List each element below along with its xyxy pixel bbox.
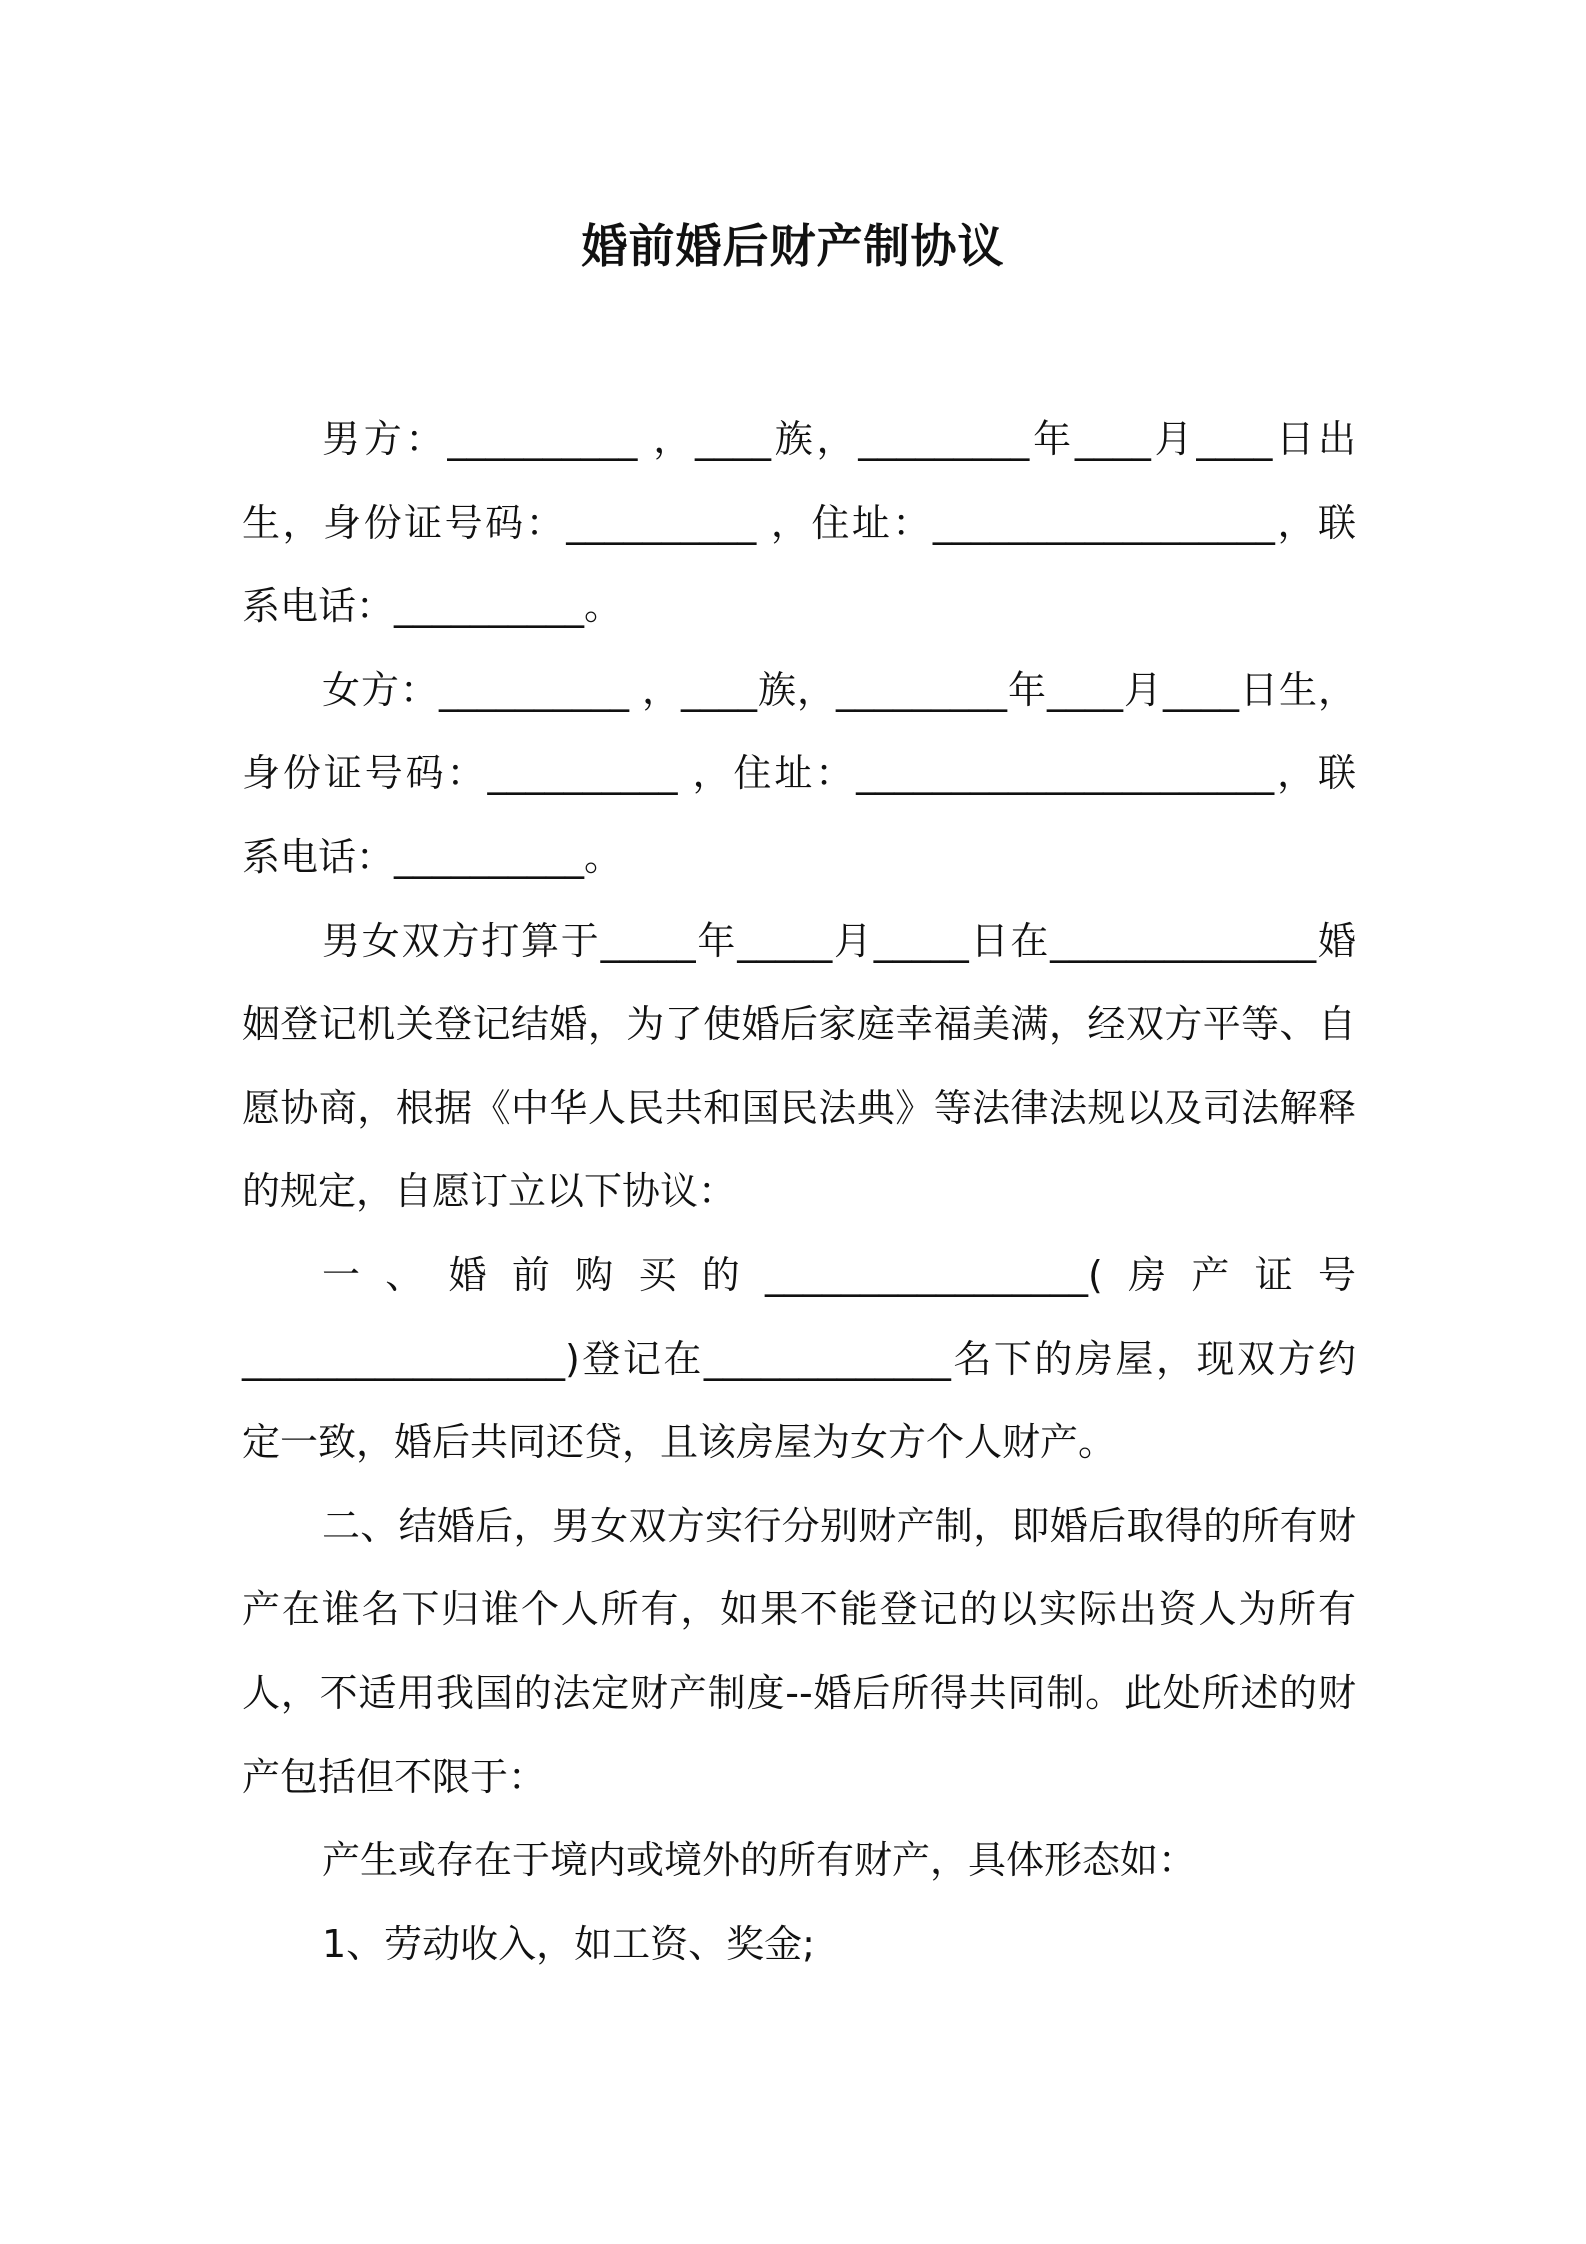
paragraph-property-scope: 产生或存在于境内或境外的所有财产，具体形态如： [322,1838,1197,1883]
paragraph-preamble: 男女双方打算于_____年_____月_____日在______________婚姻登记机关登记结婚，为了使婚后家庭幸福美满，经双方平等、自愿协商，根据《中华人民共和国民法典》等法律法规以及司法解释的规定，自愿订立以下协议： [242,918,1356,1214]
paragraph-female-party: 女方：__________ ，____族，_________年____月____日生，身份证号码：__________ ，住址：______________________，联系电话：__________。 [242,667,1356,879]
paragraph-item-one: 1、劳动收入，如工资、奖金; [322,1921,815,1966]
paragraph-clause-two: 二、结婚后，男女双方实行分别财产制，即婚后取得的所有财产在谁名下归谁个人所有，如果不能登记的以实际出资人为所有人，不适用我国的法定财产制度--婚后所得共同制。此处所述的财产包括但不限于： [242,1503,1356,1799]
paragraph-male-party: 男方：__________ ，____族，_________年____月____日出生，身份证号码：__________ ，住址：__________________，联系电话：__________。 [242,417,1356,629]
paragraph-clause-one: 一、婚前购买的_________________(房产证号_________________)登记在_____________名下的房屋，现双方约定一致，婚后共同还贷，且该房屋为女方个人财产。 [242,1252,1356,1465]
document-title: 婚前婚后财产制协议 [581,219,1005,273]
document-body [242,398,1356,1986]
